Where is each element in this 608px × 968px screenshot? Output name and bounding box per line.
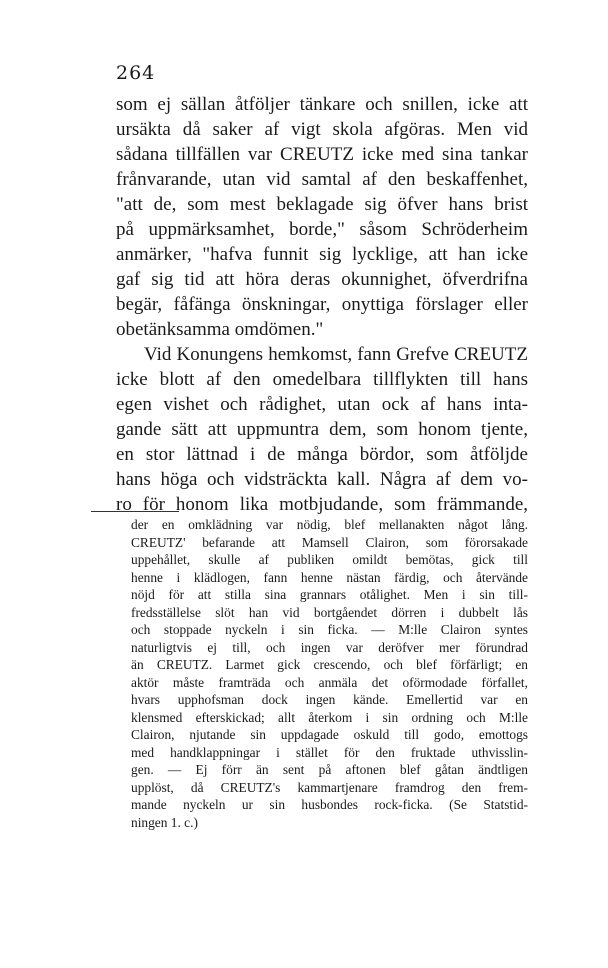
text-line: obetänksamma omdömen." [116, 319, 324, 340]
footnote-line: nöjd för att stilla sina grannars otålighet. Men i sin till- [131, 587, 528, 602]
text-line: en stor lättnad i de många bördor, som åtföljde [116, 444, 528, 465]
footnote-line: CREUTZ' befarande att Mamsell Clairon, som förorsakade [131, 534, 528, 550]
footnote-line: aktör måste framträda och anmäla det oförmodade förfallet, [131, 674, 528, 690]
footnote-line: med handklappningar i stället för den fruktade uthvisslin- [131, 744, 528, 760]
text-line: egen vishet och rådighet, utan ock af hans inta- [116, 394, 528, 415]
footnote [131, 516, 528, 831]
footnote-line: henne i klädlogen, fann henne nästan färdig, och återvände [131, 569, 528, 585]
page-number: 264 [116, 62, 156, 84]
footnote-divider [91, 511, 179, 512]
footnote-line: naturligtvis ej till, och ingen var deröfver mer förundrad [131, 639, 528, 655]
footnote-line: uppehållet, skulle af publiken omildt bemötas, gick till [131, 552, 528, 567]
text-line: gaf sig tid att höra deras okunnighet, öfverdrifna [116, 269, 528, 290]
text-line: anmärker, "hafva funnit sig lycklige, att han icke [116, 244, 528, 265]
footnote-line: och stoppade nyckeln i sin ficka. — M:lle Clairon syntes [131, 622, 528, 637]
footnote-line: klensmed efterskickad; allt återkom i sin ordning och M:lle [131, 709, 528, 725]
text-line: hans höga och vidsträckta kall. Några af dem vo- [116, 469, 528, 490]
footnote-line: mande nyckeln ur sin husbondes rock-ficka. (Se Statstid- [131, 797, 528, 812]
footnote-line: upplöst, då CREUTZ's kammartjenare framdrog den frem- [131, 779, 528, 795]
footnote-line: Clairon, njutande sin uppdagade oskuld till godo, emottogs [131, 727, 528, 742]
text-line: sådana tillfällen var CREUTZ icke med sina tankar [116, 144, 528, 165]
paragraph-start-line: Vid Konungens hemkomst, fann Grefve CREUTZ [144, 344, 528, 365]
footnote-line: fredsställelse slöt han vid bortgåendet dörren i dubbelt lås [131, 604, 528, 620]
text-line: gande sätt att uppmuntra dem, som honom tjente, [116, 419, 528, 440]
footnote-line: der en omklädning var nödig, blef mellanakten något lång. [131, 517, 528, 532]
text-line: icke blott af den omedelbara tillflykten till hans [116, 369, 528, 390]
text-line: ursäkta då saker af vigt skola afgöras. Men vid [116, 119, 528, 140]
footnote-line: gen. — Ej förr än sent på aftonen blef gåtan ändtligen [131, 762, 528, 777]
text-line: "att de, som mest beklagade sig öfver hans brist [116, 194, 528, 215]
footnote-line: än CREUTZ. Larmet gick crescendo, och blef förfärligt; en [131, 657, 528, 672]
text-line: på uppmärksamhet, borde," såsom Schröderheim [116, 219, 528, 240]
text-line: som ej sällan åtföljer tänkare och snillen, icke att [116, 94, 528, 115]
text-line: ro för honom lika motbjudande, som främmande, [116, 494, 528, 515]
text-line: begär, fåfänga önskningar, onyttiga förslager eller [116, 294, 528, 315]
text-line: frånvarande, utan vid samtal af den beskaffenhet, [116, 169, 528, 190]
footnote-line: ningen 1. c.) [131, 814, 198, 830]
main-text [116, 92, 528, 517]
footnote-line: hvars upphofsman dock ingen kände. Emellertid var en [131, 692, 528, 707]
